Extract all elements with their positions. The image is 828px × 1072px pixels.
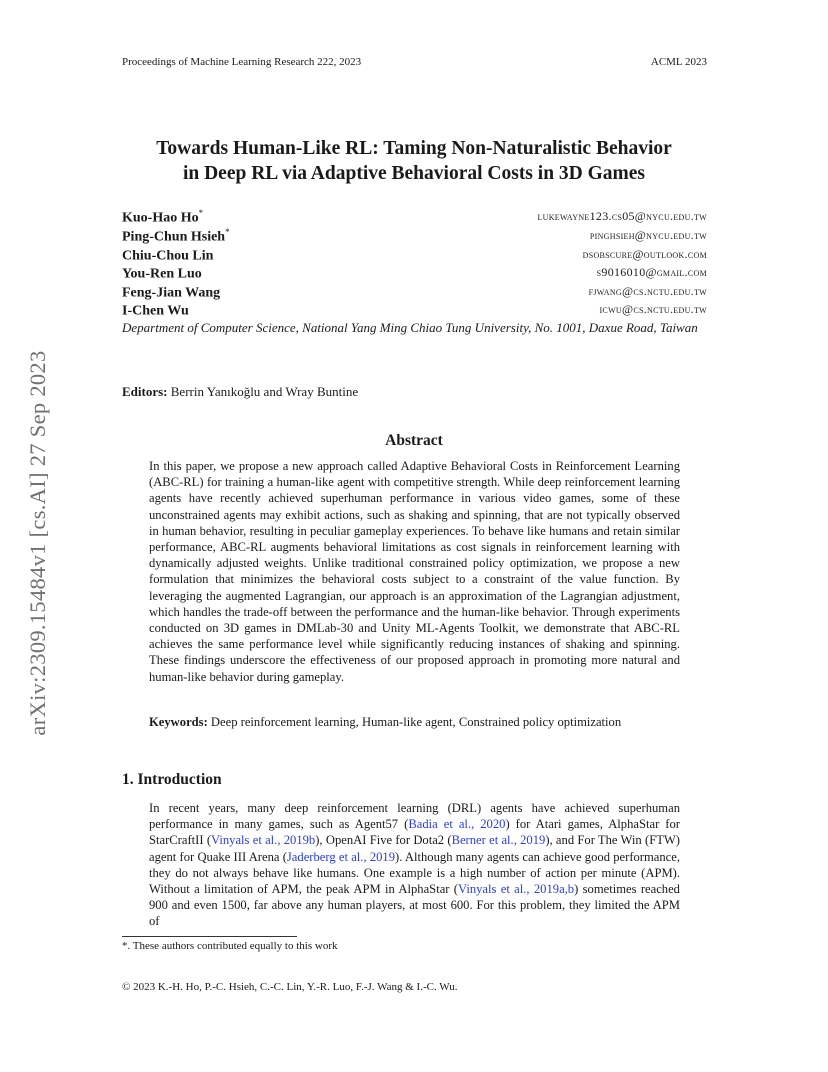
author-email[interactable]: pinghsieh@nycu.edu.tw bbox=[589, 228, 707, 242]
author-name: Ping-Chun Hsieh* bbox=[122, 227, 230, 245]
keywords-label: Keywords: bbox=[149, 715, 208, 729]
editors-names: Berrin Yanıkoğlu and Wray Buntine bbox=[170, 384, 359, 399]
introduction-paragraph: In recent years, many deep reinforcement learning (DRL) agents have achieved superhuman performance in many games, such as Agent57 (Badia et al., 2020) for Atari games, AlphaStar for StarCraftII (Vinyals et al., 2019b), OpenAI Five for Dota2 (Berner et al., 2019), and For The Win (FTW) agent for Quake III Arena (Jaderberg et al., 2019). Although many agents can achieve good performance, they do not always behave like humans. One example is a high number of action per minute (APM). Without a limitation of APM, the peak APM in AlphaStar (Vinyals et al., 2019a,b) sometimes reached 900 and even 1500, far above any human players, at most 600. For this problem, they limited the APM of bbox=[149, 801, 681, 929]
author-row bbox=[122, 208, 707, 227]
title-line-1: Towards Human-Like RL: Taming Non-Naturalistic Behavior bbox=[156, 138, 672, 159]
citation-link[interactable]: Jaderberg et al., 2019 bbox=[286, 849, 396, 864]
paper-title bbox=[0, 136, 828, 186]
author-row bbox=[122, 264, 707, 283]
author-name: You-Ren Luo bbox=[122, 266, 202, 282]
author-row bbox=[122, 246, 707, 265]
author-name: Feng-Jian Wang bbox=[122, 285, 221, 301]
author-name: Kuo-Hao Ho* bbox=[122, 208, 204, 226]
affiliation: Department of Computer Science, National Yang Ming Chiao Tung University, No. 1001, Daxue Road, Taiwan bbox=[122, 320, 698, 335]
keywords-list: Deep reinforcement learning, Human-like agent, Constrained policy optimization bbox=[210, 715, 622, 729]
citation-link[interactable]: Berner et al., 2019 bbox=[451, 833, 546, 848]
citation-link[interactable]: Badia et al., 2020 bbox=[408, 817, 506, 832]
citation-link[interactable]: Vinyals et al., 2019b bbox=[211, 833, 316, 848]
author-name: I-Chen Wu bbox=[122, 303, 189, 319]
author-email[interactable]: s9016010@gmail.com bbox=[596, 265, 707, 279]
author-row bbox=[122, 227, 707, 246]
author-email[interactable]: icwu@cs.nctu.edu.tw bbox=[599, 302, 707, 316]
editors-label: Editors: bbox=[122, 384, 168, 399]
author-name: Chiu-Chou Lin bbox=[122, 248, 214, 264]
citation-link[interactable]: Vinyals et al., 2019a,b bbox=[458, 882, 575, 897]
footnote-divider bbox=[122, 936, 297, 937]
copyright-notice: © 2023 K.-H. Ho, P.-C. Hsieh, C.-C. Lin, Y.-R. Luo, F.-J. Wang & I.-C. Wu. bbox=[122, 981, 458, 993]
author-email[interactable]: dsobscure@outlook.com bbox=[582, 247, 707, 261]
author-email[interactable]: fjwang@cs.nctu.edu.tw bbox=[588, 284, 707, 298]
footnote: *. These authors contributed equally to this work bbox=[122, 940, 338, 952]
editors-line bbox=[122, 384, 358, 400]
author-row bbox=[122, 283, 707, 302]
running-header-right: ACML 2023 bbox=[650, 56, 707, 68]
running-header-left: Proceedings of Machine Learning Research 222, 2023 bbox=[122, 56, 362, 68]
section-heading: 1. Introduction bbox=[122, 771, 222, 788]
abstract-body: In this paper, we propose a new approach called Adaptive Behavioral Costs in Reinforcement Learning (ABC-RL) for training a human-like agent with competitive strength. While deep reinforcement learning agents have recently achieved superhuman performance in various video games, some of these unconstrained agents may exhibit actions, such as shaking and spinning, that are not typically observed in human behavior, resulting in peculiar gameplay experiences. To behave like humans and retain similar performance, ABC-RL augments behavioral limitations as cost signals in reinforcement learning with dynamically adjusted weights. Unlike traditional constrained policy optimization, we propose a new formulation that minimizes the behavioral costs subject to a constraint of the value function. By leveraging the augmented Lagrangian, our approach is an approximation of the Lagrangian adjustment, which handles the trade-off between the performance and the human-like behavior. Through experiments conducted on 3D games in DMLab-30 and Unity ML-Agents Toolkit, we demonstrate that ABC-RL achieves the same performance level while significantly reducing instances of shaking and spinning. These findings underscore the effectiveness of our proposed approach in promoting more natural and human-like behavior during gameplay. bbox=[149, 459, 680, 684]
title-line-2: in Deep RL via Adaptive Behavioral Costs in 3D Games bbox=[182, 163, 646, 184]
arxiv-stamp[interactable]: arXiv:2309.15484v1 [cs.AI] 27 Sep 2023 bbox=[25, 350, 50, 736]
abstract-heading: Abstract bbox=[385, 432, 443, 449]
keywords-line bbox=[149, 714, 680, 730]
author-email[interactable]: lukewayne123.cs05@nycu.edu.tw bbox=[537, 209, 707, 223]
